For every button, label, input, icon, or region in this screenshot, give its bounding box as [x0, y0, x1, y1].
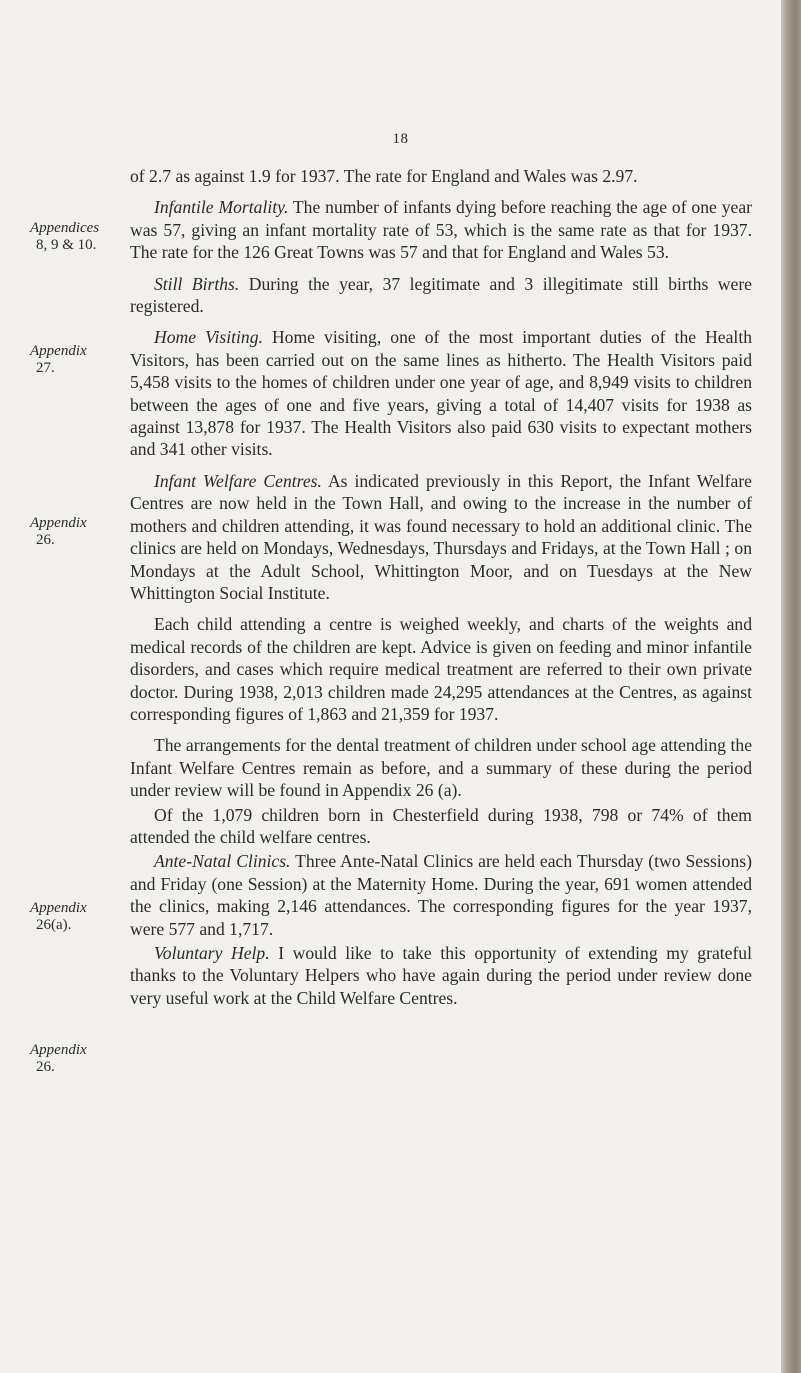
margin-note-appendix-26	[30, 515, 110, 549]
margin-note-label: Appendix	[30, 1042, 87, 1058]
margin-note-appendix-26-antenatal	[30, 1042, 110, 1076]
paragraph-text: Of the 1,079 children born in Chesterfield during 1938, 798 or 74% of them attended the child welfare centres.	[130, 804, 752, 847]
paragraph-infantile-mortality	[130, 196, 752, 263]
paragraph-weighing-records	[130, 613, 752, 725]
paragraph-text: As indicated previously in this Report, the Infant Welfare Centres are now held in the Town Hall, and owing to the increase in the number of mothers and children attending, it was found necessary to hold an additional clinic. The clinics are held on Mondays, Wednesdays, Thursdays and Fridays, at the Town Hall ; on Mondays at the Adult School, Whittington Moor, and on Tuesdays at the New Whittington Social Institute.	[130, 470, 752, 603]
paragraph-text: The number of infants dying before reaching the age of one year was 57, giving an infant mortality rate of 53, which is the same rate as that for 1937. The rate for the 126 Great Towns was 57 and that for England and Wales 53.	[130, 197, 752, 263]
paragraph-heading: Home Visiting.	[154, 327, 263, 348]
paragraph-heading: Still Births.	[154, 273, 240, 294]
paragraph-text: The arrangements for the dental treatment of children under school age attending the Infant Welfare Centres remain as before, and a summary of these during the period under review will be found in Appendix 26 (a).	[130, 735, 752, 801]
margin-note-label: Appendices	[30, 220, 100, 236]
margin-note-appendices-8-9-10	[30, 220, 110, 254]
margin-note-label: Appendix	[30, 900, 87, 916]
paragraph-home-visiting	[130, 326, 752, 460]
paragraph-heading: Voluntary Help.	[154, 943, 270, 963]
margin-note-ref: 27.	[36, 360, 55, 376]
margin-note-label: Appendix	[30, 515, 87, 531]
margin-note-ref: 26(a).	[36, 917, 72, 933]
paragraph-text: Three Ante-Natal Clinics are held each Thursday (two Sessions) and Friday (one Session) at the Maternity Home. During the year, 691 women attended the clinics, making 2,146 attendances. The corresponding figures for the year 1937, were 577 and 1,717.	[130, 851, 752, 939]
paragraph-text: I would like to take this opportunity of extending my grateful thanks to the Voluntary Helpers who have again during the period under review done very useful work at the Child Welfare Centres.	[130, 943, 752, 1008]
paragraph-text: During the year, 37 legitimate and 3 illegitimate still births were registered.	[130, 273, 752, 317]
margin-note-ref: 26.	[36, 532, 55, 548]
paragraph-birth-rate-continued	[130, 165, 752, 187]
margin-note-appendix-27	[30, 343, 110, 377]
paragraph-children-born	[130, 804, 752, 849]
paragraph-heading: Ante-Natal Clinics.	[154, 851, 291, 872]
page-number: 18	[392, 131, 409, 147]
paragraph-still-births	[130, 273, 752, 318]
page-edge-shadow	[781, 0, 801, 1373]
margin-note-ref: 8, 9 & 10.	[36, 237, 97, 253]
paragraph-heading: Infantile Mortality.	[154, 197, 289, 218]
margin-note-ref: 26.	[36, 1059, 55, 1075]
paragraph-text: Home visiting, one of the most important duties of the Health Visitors, has been carried out on the same lines as hitherto. The Health Visitors paid 5,458 visits to the homes of children under one year of age, and 8,949 visits to children between the ages of one and five years, giving a total of 14,407 visits for 1938 as against 13,878 for 1937. The Health Visitors also paid 630 visits to expectant mothers and 341 other visits.	[130, 327, 752, 460]
paragraph-text: of 2.7 as against 1.9 for 1937. The rate for England and Wales was 2.97.	[130, 166, 638, 186]
paragraph-voluntary-help	[130, 942, 752, 1009]
paragraph-text: Each child attending a centre is weighed weekly, and charts of the weights and medical records of the children are kept. Advice is given on feeding and minor infantile disorders, and cases which require medical treatment are referred to their own private doctor. During 1938, 2,013 children made 24,295 attendances at the Centres, as against corresponding figures of 1,863 and 21,359 for 1937.	[130, 614, 752, 724]
report-body	[130, 165, 752, 1018]
paragraph-infant-welfare-centres	[130, 470, 752, 604]
margin-note-appendix-26a	[30, 900, 110, 934]
paragraph-ante-natal-clinics	[130, 850, 752, 940]
paragraph-heading: Infant Welfare Centres.	[154, 470, 322, 491]
margin-note-label: Appendix	[30, 343, 87, 359]
paragraph-dental-treatment	[130, 734, 752, 801]
